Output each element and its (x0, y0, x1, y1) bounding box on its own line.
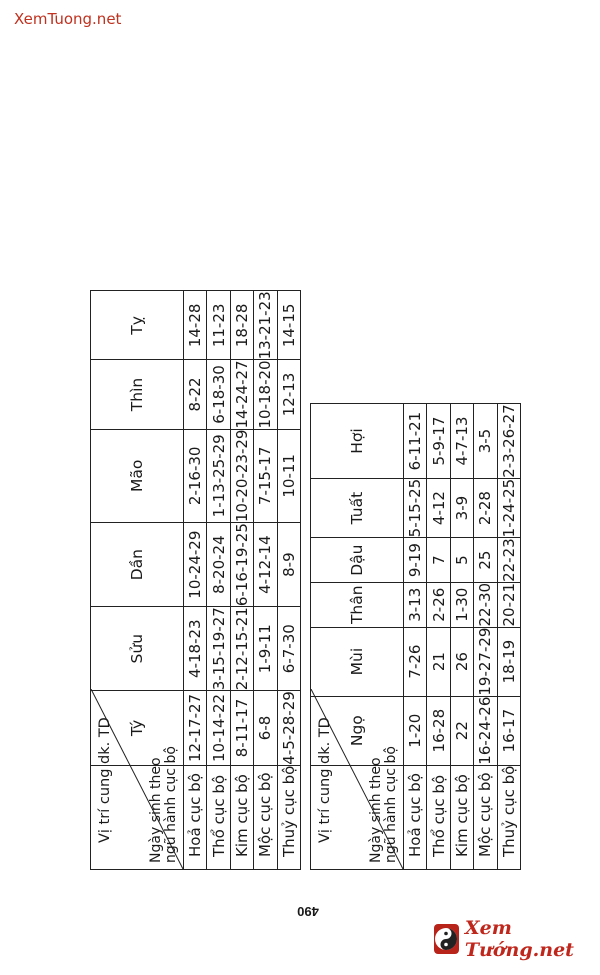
table-cell: 11-23 (207, 291, 230, 360)
table-cell: 2-16-30 (184, 429, 207, 523)
row-label: Thuỷ cục bộ (277, 765, 300, 869)
table-cell: 25 (474, 538, 497, 583)
page-number: 490 (297, 904, 319, 919)
corner-bottom-line2: ngũ hành cục bộ (163, 746, 179, 863)
row-label: Kim cục bộ (230, 765, 253, 869)
table-cell: 4-12 (427, 478, 450, 538)
column-header: Tỵ (91, 291, 184, 360)
table-cell: 2-28 (474, 478, 497, 538)
brand-name: Xem Tướng.net (464, 917, 574, 961)
corner-bottom-line1: Ngày sinh theo (148, 757, 164, 863)
table-cell: 18-28 (230, 291, 253, 360)
table-cell: 3-13 (404, 582, 427, 627)
table-row (254, 291, 277, 870)
table-row (230, 291, 253, 870)
table-cell: 10-20-23-29 (230, 429, 253, 523)
table-cell: 18-19 (497, 627, 520, 696)
table-cell: 6-11-21 (404, 404, 427, 479)
table-cell: 3-5 (474, 404, 497, 479)
table-cell: 7-26 (404, 627, 427, 696)
table-cell: 8-11-17 (230, 691, 253, 766)
table-cell: 2-26 (427, 582, 450, 627)
row-label: Hoả cục bộ (184, 765, 207, 869)
corner-top-label: Vị trí cung dk. TD (97, 717, 113, 843)
table-cell: 3-15-19-27 (207, 607, 230, 691)
row-label: Mộc cục bộ (474, 765, 497, 869)
column-header: Mùi (311, 627, 404, 696)
table-cell: 12-17-27 (184, 691, 207, 766)
column-header: Hợi (311, 404, 404, 479)
brand-logo-block (434, 917, 600, 961)
row-label: Mộc cục bộ (254, 765, 277, 869)
table-cell: 21 (427, 627, 450, 696)
table-cell: 3-9 (450, 478, 473, 538)
table-cell: 4-5-28-29 (277, 691, 300, 766)
table-cell: 8-9 (277, 523, 300, 607)
table-cell: 10-11 (277, 429, 300, 523)
table-cell: 4-18-23 (184, 607, 207, 691)
table-cell: 16-24-26 (474, 696, 497, 765)
corner-bottom-line2: ngũ hành cục bộ (383, 746, 399, 863)
table-cell: 4-7-13 (450, 404, 473, 479)
table-row (427, 404, 450, 870)
table-row (207, 291, 230, 870)
table-cell: 5-15-25 (404, 478, 427, 538)
row-label: Thổ cục bộ (427, 765, 450, 869)
table-row (450, 404, 473, 870)
row-label: Kim cục bộ (450, 765, 473, 869)
table-cell: 1-20 (404, 696, 427, 765)
corner-bottom-label (149, 746, 179, 863)
table-row (277, 291, 300, 870)
table-cell: 14-24-27 (230, 360, 253, 429)
table-cell: 1-24-25 (497, 478, 520, 538)
table-row (404, 404, 427, 870)
table-cell: 9-19 (404, 538, 427, 583)
table-row (184, 291, 207, 870)
column-header: Sửu (91, 607, 184, 691)
table-cell: 14-15 (277, 291, 300, 360)
yin-yang-icon (434, 924, 459, 954)
table-row (474, 404, 497, 870)
row-label: Thổ cục bộ (207, 765, 230, 869)
corner-bottom-line1: Ngày sinh theo (368, 757, 384, 863)
table-cell: 16-17 (497, 696, 520, 765)
table-cell: 19-27-29 (474, 627, 497, 696)
table-cell: 13-21-23 (254, 291, 277, 360)
table-cell: 1-30 (450, 582, 473, 627)
table-cell: 22 (450, 696, 473, 765)
table-row (497, 404, 520, 870)
table-cell: 1-13-25-29 (207, 429, 230, 523)
corner-top-label: Vị trí cung dk. TD (317, 717, 333, 843)
table-cell: 8-20-24 (207, 523, 230, 607)
table-cell: 4-12-14 (254, 523, 277, 607)
table-cell: 7 (427, 538, 450, 583)
table-cell: 5-9-17 (427, 404, 450, 479)
table-cell: 2-3-26-27 (497, 404, 520, 479)
table-cell: 8-22 (184, 360, 207, 429)
table-cell: 14-28 (184, 291, 207, 360)
table-2-header-row (311, 404, 404, 870)
column-header: Ngọ (311, 696, 404, 765)
table-cell: 16-28 (427, 696, 450, 765)
table-2 (310, 403, 521, 870)
column-header: Dần (91, 523, 184, 607)
column-header: Tuất (311, 478, 404, 538)
table-cell: 26 (450, 627, 473, 696)
column-header: Tý (91, 691, 184, 766)
table-1 (90, 290, 301, 870)
table-cell: 10-24-29 (184, 523, 207, 607)
table-cell: 7-15-17 (254, 429, 277, 523)
table-cell: 6-18-30 (207, 360, 230, 429)
row-label: Thuỷ cục bộ (497, 765, 520, 869)
table-1-header-row (91, 291, 184, 870)
table-cell: 10-14-22 (207, 691, 230, 766)
corner-bottom-label (369, 746, 399, 863)
table-cell: 22-30 (474, 582, 497, 627)
table-cell: 1-9-11 (254, 607, 277, 691)
watermark-top: XemTuong.net (14, 10, 122, 28)
table-cell: 2-12-15-21 (230, 607, 253, 691)
column-header: Thân (311, 582, 404, 627)
table-cell: 10-18-20 (254, 360, 277, 429)
column-header: Mão (91, 429, 184, 523)
row-label: Hoả cục bộ (404, 765, 427, 869)
table-cell: 6-16-19-25 (230, 523, 253, 607)
table-cell: 22-23 (497, 538, 520, 583)
table-cell: 5 (450, 538, 473, 583)
table-cell: 12-13 (277, 360, 300, 429)
column-header: Dậu (311, 538, 404, 583)
table-cell: 6-8 (254, 691, 277, 766)
column-header: Thìn (91, 360, 184, 429)
table-cell: 20-21 (497, 582, 520, 627)
table-cell: 6-7-30 (277, 607, 300, 691)
